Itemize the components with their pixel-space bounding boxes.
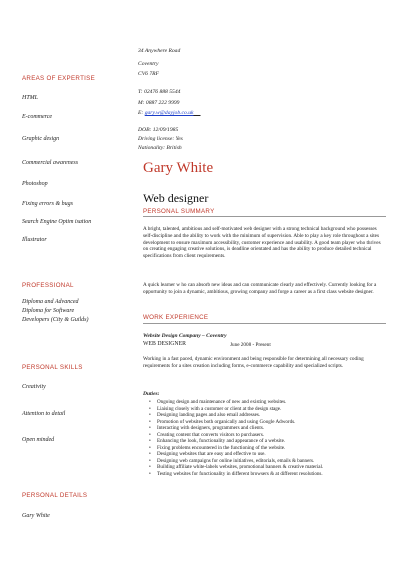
address-line-2: Coventry <box>138 61 159 67</box>
telephone: T: 02476 888 5544 <box>138 89 181 95</box>
dob: DOB: 12/09/1985 <box>138 127 179 133</box>
duty-item: • Ongoing design and maintenance of new and existing websites. <box>143 399 393 406</box>
address-line-3: CV6 7RF <box>138 71 159 77</box>
duties-label: Duties: <box>143 391 160 397</box>
mobile: M: 0887 222 9999 <box>138 100 180 106</box>
expertise-heading: AREAS OF EXPERTISE <box>22 75 96 82</box>
address-line-1: 34 Anywhere Road <box>138 48 181 54</box>
expertise-item: Search Engine Optim isation <box>22 219 92 225</box>
summary-heading: PERSONAL SUMMARY <box>143 208 215 215</box>
name-heading: Gary White <box>143 160 214 176</box>
driving-license: Driving license: Yes <box>138 136 183 142</box>
role-dates: June 2008 - Present <box>230 342 271 348</box>
nationality: Nationality: British <box>138 145 182 151</box>
details-name: Gary White <box>22 513 50 519</box>
job-title: Web designer <box>143 191 209 205</box>
role-title: WEB DESIGNER <box>143 341 186 347</box>
skill-item: Creativity <box>22 384 46 390</box>
email-row <box>138 110 201 116</box>
professional-line: Developers (City & Guilds) <box>22 317 89 323</box>
duty-item: • Creating content that converts visitors to purchasers. <box>143 432 393 439</box>
professional-line: Diploma for Software <box>22 308 75 314</box>
skill-item: Attention to detail <box>22 411 66 417</box>
duty-item: • Interacting with designers, programmers and clients. <box>143 425 393 432</box>
duty-item: • Designing landing pages and also email addresses. <box>143 412 393 419</box>
duty-item: • Liaising closely with a customer or client at the design stage. <box>143 406 393 413</box>
duty-item: • Designing websites that are easy and effective to use. <box>143 451 393 458</box>
expertise-item: Photoshop <box>22 181 48 187</box>
expertise-item: HTML <box>22 95 39 101</box>
duty-item: • Testing websites for functionality in different browsers & at different resolutions. <box>143 471 393 478</box>
summary-paragraph-2: A quick learner w ho can absorb new ideas and can communicate clearly and effectively. Currently looking for a opportunity to join a dynamic, ambitious, growing company and forge a career as a first class website designer. <box>143 282 377 295</box>
professional-heading: PROFESSIONAL <box>22 282 74 289</box>
expertise-item: Illustrator <box>22 237 47 243</box>
email-prefix: E: <box>138 110 144 116</box>
expertise-item: Fixing errors & bugs <box>22 201 73 207</box>
summary-paragraph: A bright, talented, ambitious and self-motivated web designer with a strong technical background who possesses self-discipline and the ability to work with the minimum of supervision. Able to play a key role throughout a sites development to ensure maximum accessibility, customer experience and usability. A good team player who thrives on creating engaging creative solutions, is deadline orientated and has the ability to produce detailed technical specifications from client requirements. <box>143 226 381 260</box>
duty-item: • Building affiliate white-labels websites, promotional banners & creative material. <box>143 464 393 471</box>
professional-line: Diploma and Advanced <box>22 299 79 305</box>
duties-list <box>143 399 393 477</box>
expertise-item: Commercial awareness <box>22 160 79 166</box>
duty-item: • Fixing problems encountered in the functioning of the website. <box>143 445 393 452</box>
details-heading: PERSONAL DETAILS <box>22 492 88 499</box>
duty-item: • Promotion of websites both organically and using Google Adwords. <box>143 419 393 426</box>
company-name: Website Design Company – Coventry <box>143 333 227 339</box>
skill-item: Open minded <box>22 437 55 443</box>
email-link[interactable]: gary.w@dayjob.co.uk <box>144 110 194 116</box>
duty-item: • Enhancing the look, functionality and appearance of a website. <box>143 438 393 445</box>
expertise-item: E-commerce <box>22 114 53 120</box>
work-paragraph: Working in a fast paced, dynamic environment and being responsible for determining all necessary coding requirements for a sites creation including forms, e-commerce capability and specialized scripts. <box>143 356 364 369</box>
skills-heading: PERSONAL SKILLS <box>22 364 83 371</box>
work-divider <box>143 323 386 324</box>
summary-divider <box>143 216 386 217</box>
duty-item: • Designing web campaigns for online initiatives, editorials, emails & banners. <box>143 458 393 465</box>
expertise-item: Graphic design <box>22 136 60 142</box>
work-heading: WORK EXPERIENCE <box>143 314 209 321</box>
